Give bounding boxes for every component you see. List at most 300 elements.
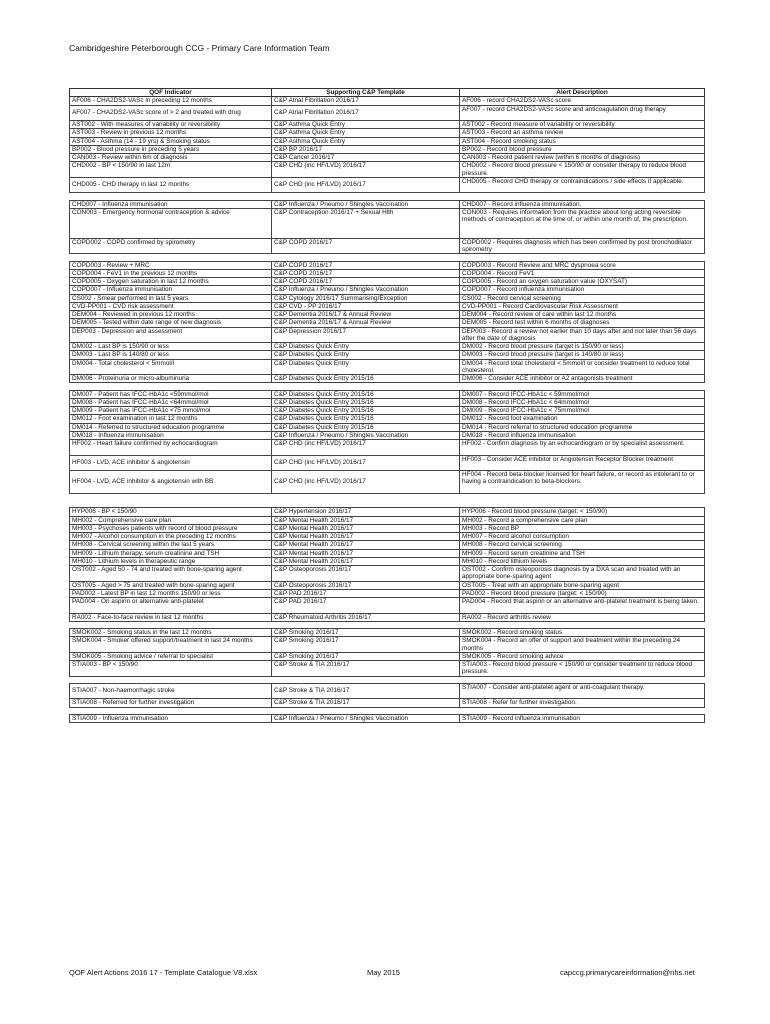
indicator-cell [70,311,272,319]
indicator-cell-text: BP002 - Blood pressure in preceding 5 years [72,145,200,153]
table-row [70,145,705,153]
indicator-cell [70,455,272,471]
alert-cell-text: STIA003 - Record blood pressure < 150/90 or consider treatment to reduce blood pressure. [462,661,693,676]
template-cell [272,375,460,383]
alert-cell-text: CON003 - Requires information from the practice about long acting reversible methods of contraception at the time of, or within one month of, the prescription. [462,208,688,223]
template-cell [272,294,460,302]
alert-cell [460,440,705,456]
table-row [70,375,705,383]
template-cell [272,683,460,699]
indicator-cell [70,541,272,549]
indicator-cell [70,566,272,582]
indicator-cell [70,238,272,254]
table-row [70,661,705,677]
template-cell [272,351,460,359]
alert-cell-text: CHD007 - Record influenza immunisation. [462,200,582,208]
indicator-cell [70,407,272,415]
template-cell-text: C&P Mental Health 2016/17 [274,516,354,524]
spacer-cell [460,707,705,714]
template-cell [272,162,460,178]
template-cell [272,407,460,415]
indicator-cell [70,327,272,343]
alert-cell [460,200,705,208]
template-cell-text: C&P Stroke & TIA 2016/17 [274,699,350,707]
indicator-cell [70,137,272,145]
template-cell [272,557,460,565]
template-cell-text: C&P Smoking 2016/17 [274,629,339,636]
spacer-cell [460,676,705,683]
table-row [70,516,705,524]
indicator-cell [70,97,272,105]
table-row [70,238,705,254]
template-cell [272,359,460,375]
table-row [70,121,705,129]
page-header: Cambridgeshire Peterborough CCG - Primary Care Information Team [69,43,330,53]
template-cell [272,431,460,439]
indicator-cell-text: SMOK005 - Smoking advice / referral to specialist [72,652,214,660]
spacer-cell [460,254,705,261]
table-row [70,581,705,589]
template-cell-text: C&P Influenza / Pneumo / Shingles Vaccination [274,431,409,439]
template-cell [272,319,460,327]
alert-cell [460,278,705,286]
spacer-cell [70,707,272,714]
indicator-cell [70,629,272,637]
indicator-cell-text: STIA009 - Influenza immunisation [72,714,168,722]
table-row [70,629,705,637]
indicator-cell-text: CAN003 - Review within 6m of diagnosis [72,154,188,161]
alert-cell [460,516,705,524]
footer-email: capccg.primarycareinformation@nhs.net [560,968,695,977]
template-cell [272,455,460,471]
template-cell [272,524,460,532]
indicator-cell-text: MH008 - Cervical screening within the last 5 years [72,541,215,549]
table-row [70,455,705,471]
template-cell [272,508,460,516]
template-cell [272,238,460,254]
indicator-cell-text: MH002 - Comprehensive care plan [72,516,172,524]
template-cell [272,581,460,589]
alert-cell-text: MH002 - Record a comprehensive care plan [462,516,588,524]
alert-cell [460,359,705,375]
template-cell-text: C&P Depression 2016/17 [274,327,347,335]
indicator-cell-text: COPD002 - COPD confirmed by spirometry [72,238,196,246]
table-row [70,415,705,423]
table-row [70,286,705,294]
indicator-cell [70,415,272,423]
template-cell [272,516,460,524]
template-cell-text: C&P CHD (inc HF/LVD) 2016/17 [274,440,366,447]
table-row [70,598,705,614]
indicator-cell-text: STIA007 - Non-haemorrhagic stroke [72,687,175,695]
indicator-cell [70,598,272,614]
template-cell-text: C&P Influenza / Pneumo / Shingles Vaccination [274,714,409,722]
indicator-cell-text: DEP003 - Depression and assessment [72,327,183,335]
indicator-cell [70,294,272,302]
indicator-cell-text: AST002 - With measures of variability or reversibility [72,121,221,128]
table-row [70,652,705,660]
indicator-cell [70,286,272,294]
indicator-cell [70,390,272,398]
alert-cell [460,238,705,254]
table-row [70,683,705,699]
table-row [70,105,705,121]
alert-cell-text: CHD002 - Record blood pressure < 150/90 or consider therapy to reduce blood pressure. [462,162,686,177]
spacer-row [70,493,705,508]
indicator-cell-text: RA002 - Face-to-face review in last 12 months [72,613,204,621]
indicator-cell [70,162,272,178]
spacer-row [70,676,705,683]
template-cell-text: C&P CHD (inc HF/LVD) 2016/17 [274,459,366,467]
alert-cell [460,327,705,343]
template-cell [272,278,460,286]
alert-cell [460,652,705,660]
template-cell [272,533,460,541]
alert-cell [460,415,705,423]
indicator-cell-text: AF006 - CHA2DS2-VASc in preceding 12 months [72,97,212,105]
template-cell-text: C&P Influenza / Pneumo / Shingles Vaccination [274,200,409,208]
alert-cell [460,302,705,310]
alert-cell-text: DM003 - Record blood pressure (target is 140/80 or less) [462,351,624,359]
indicator-cell [70,278,272,286]
template-cell [272,177,460,193]
alert-cell-text: MH008 - Record cervical screening [462,541,562,549]
template-cell-text: C&P Diabetes Quick Entry 2015/16 [274,375,374,382]
indicator-cell [70,302,272,310]
spacer-cell [70,493,272,508]
indicator-cell [70,319,272,327]
table-row [70,278,705,286]
table-row [70,557,705,565]
table-row [70,589,705,597]
template-cell [272,97,460,105]
indicator-cell [70,637,272,653]
template-cell-text: C&P Mental Health 2016/17 [274,549,354,557]
template-cell-text: C&P Diabetes Quick Entry 2015/16 [274,398,374,406]
indicator-cell-text: CHD005 - CHD therapy in last 12 months [72,181,190,189]
table-row [70,208,705,238]
spacer-row [70,621,705,628]
alert-cell [460,105,705,121]
spacer-cell [272,676,460,683]
indicator-cell [70,652,272,660]
table-row [70,508,705,516]
alert-cell-text: AF007 - record CHA2DS2-VASc score and anticoagulation drug therapy [462,105,666,113]
alert-cell-text: RA002 - Record arthritis review [462,613,551,621]
template-cell [272,145,460,153]
indicator-cell-text: MH007 - Alcohol consumption in the preceding 12 months [72,533,236,540]
column-header-alert: Alert Description [460,89,705,97]
alert-cell-text: OST005 - Treat with an appropriate bone-sparing agent [462,581,620,589]
template-cell [272,200,460,208]
table-row [70,431,705,439]
indicator-cell [70,375,272,383]
template-cell [272,129,460,137]
alert-cell [460,508,705,516]
table-row [70,269,705,277]
table-row [70,637,705,653]
table-body [70,97,705,723]
template-cell [272,440,460,456]
alert-cell-text: DM007 - Record IFCC-HbA1c < 59mmol/mol [462,390,589,398]
alert-cell-text: SMOK005 - Record smoking advice [462,652,564,660]
template-cell-text: C&P Cytology 2016/17 Summarising/Exception [274,294,408,302]
template-cell-text: C&P Diabetes Quick Entry 2015/16 [274,423,374,431]
indicator-cell [70,714,272,722]
indicator-cell-text: PAD004 - On aspirin or alternative anti-platelet [72,598,204,605]
template-cell-text: C&P Diabetes Quick Entry [274,343,349,350]
template-cell-text: C&P Smoking 2016/17 [274,652,339,660]
table-row [70,343,705,351]
template-cell-text: C&P Diabetes Quick Entry 2015/16 [274,407,374,414]
indicator-cell-text: OST005 - Aged > 75 and treated with bone-sparing agent [72,581,235,589]
indicator-cell [70,208,272,238]
table-row [70,549,705,557]
template-cell [272,699,460,707]
template-cell [272,398,460,406]
template-cell [272,598,460,614]
template-cell-text: C&P Dementia 2016/17 & Annual Review [274,311,392,318]
table-row [70,200,705,208]
spacer-row [70,193,705,200]
template-cell-text: C&P Mental Health 2016/17 [274,533,354,540]
template-cell-text: C&P Osteoporosis 2016/17 [274,566,352,573]
indicator-cell-text: COPD004 - FeV1 in the previous 12 months [72,269,198,277]
indicator-cell [70,471,272,494]
qof-alert-table [69,88,705,723]
table-row [70,261,705,269]
indicator-cell [70,177,272,193]
alert-cell [460,524,705,532]
indicator-cell [70,431,272,439]
table-row [70,541,705,549]
alert-cell [460,589,705,597]
alert-cell-text: BP002 - Record blood pressure [462,145,552,153]
alert-cell [460,121,705,129]
spacer-cell [70,254,272,261]
footer-date: May 2015 [367,968,400,977]
indicator-cell-text: HYP006 - BP < 150/90 [72,508,137,516]
indicator-cell-text: CHD007 - Influenza immunisation [72,200,168,208]
indicator-cell-text: DM004 - Total cholesterol < 5mmol/l [72,359,174,367]
indicator-cell-text: COPD003 - Review + MRC [72,261,150,269]
indicator-cell-text: DM006 - Proteinuria or micro-albuminuria [72,375,190,382]
template-cell-text: C&P Stroke & TIA 2016/17 [274,661,350,668]
alert-cell [460,613,705,621]
template-cell-text: C&P Asthma Quick Entry [274,137,345,145]
template-cell [272,549,460,557]
alert-cell [460,208,705,238]
alert-cell [460,294,705,302]
template-cell [272,269,460,277]
template-cell [272,566,460,582]
indicator-cell [70,398,272,406]
alert-cell-text: HYP006 - Record blood pressure (target: < 150/90) [462,508,608,516]
alert-cell-text: DM009 - Record IFCC-HbA1c < 75mmol/mol [462,407,589,414]
table-row [70,97,705,105]
alert-cell [460,598,705,614]
alert-cell-text: AF006 - record CHA2DS2-VASc score [462,97,571,105]
template-cell-text: C&P Mental Health 2016/17 [274,557,354,565]
template-cell-text: C&P Hypertension 2016/17 [274,508,352,516]
indicator-cell [70,261,272,269]
alert-cell-text: AST004 - Record smoking status [462,137,556,145]
spacer-row [70,254,705,261]
indicator-cell-text: PAD002 - Latest BP in last 12 months 150/90 or less [72,589,221,597]
template-cell-text: C&P Contraception 2016/17 + Sexual Hlth [274,208,394,216]
template-cell-text: C&P PAD 2016/17 [274,589,327,597]
spacer-cell [70,193,272,200]
alert-cell-text: CAN003 - Record patient review (within 6 months of diagnosis) [462,154,640,161]
indicator-cell-text: HF003 - LVD, ACE inhibitor & angiotensin [72,459,190,467]
template-cell-text: C&P COPD 2016/17 [274,269,333,277]
alert-cell [460,261,705,269]
template-cell-text: C&P Diabetes Quick Entry 2015/16 [274,390,374,398]
table-row [70,177,705,193]
alert-cell [460,311,705,319]
alert-cell [460,269,705,277]
indicator-cell [70,129,272,137]
alert-cell-text: DM006 - Consider ACE inhibitor or A2 antagonists treatment [462,375,633,382]
alert-cell [460,177,705,193]
alert-cell [460,286,705,294]
indicator-cell-text: DEM004 - Reviewed in previous 12 months [72,311,195,318]
table-row [70,327,705,343]
table-row [70,398,705,406]
template-cell [272,471,460,494]
alert-cell [460,533,705,541]
indicator-cell-text: SMOK002 - Smoking status in the last 12 months [72,629,212,636]
column-header-template: Supporting C&P Template [272,89,460,97]
table-row [70,294,705,302]
indicator-cell-text: OST002 - Aged 50 - 74 and treated with bone-sparing agent [72,566,242,573]
spacer-cell [70,621,272,628]
table-row [70,440,705,456]
spacer-cell [70,676,272,683]
indicator-cell [70,269,272,277]
alert-cell-text: CVD-PP001 - Record Cardiovascular Risk Assessment [462,302,618,310]
alert-cell [460,145,705,153]
indicator-cell-text: CON003 - Emergency hormonal contraception & advice [72,208,230,216]
alert-cell-text: MH007 - Record alcohol consumption [462,533,569,540]
table-row [70,390,705,398]
table-row [70,359,705,375]
table-row [70,129,705,137]
alert-cell [460,661,705,677]
alert-cell-text: OST002 - Confirm osteoporosis diagnosis by a DXA scan and treated with an appropriate bone-sparing agent [462,566,681,581]
indicator-cell-text: COPD005 - Oxygen saturation in last 12 months [72,278,209,285]
indicator-cell-text: AST003 - Review in previous 12 months [72,129,187,137]
template-cell-text: C&P Diabetes Quick Entry [274,351,349,359]
table-row [70,319,705,327]
alert-cell-text: DM008 - Record IFCC-HbA1c < 64mmol/mol [462,398,589,406]
spacer-cell [272,621,460,628]
table-header-row [70,89,705,97]
indicator-cell [70,516,272,524]
template-cell-text: C&P Influenza / Pneumo / Shingles Vaccination [274,286,409,294]
table-row [70,351,705,359]
indicator-cell-text: HF002 - Heart failure confirmed by echocardiogram [72,440,218,447]
table-row [70,154,705,162]
template-cell-text: C&P Dementia 2016/17 & Annual Review [274,319,392,327]
footer-filename: QOF Alert Actions 2016 17 - Template Catalogue V8.xlsx [69,968,258,977]
template-cell-text: C&P Smoking 2016/17 [274,637,339,645]
table-row [70,137,705,145]
indicator-cell-text: DEM005 - Tested within date range of new diagnosis [72,319,222,327]
indicator-cell [70,557,272,565]
template-cell-text: C&P BP 2016/17 [274,145,323,153]
alert-cell [460,398,705,406]
alert-cell [460,549,705,557]
alert-cell [460,129,705,137]
table-row [70,533,705,541]
table-row [70,302,705,310]
indicator-cell [70,359,272,375]
template-cell-text: C&P Asthma Quick Entry [274,121,345,128]
spacer-row [70,707,705,714]
template-cell [272,714,460,722]
spacer-cell [272,707,460,714]
alert-cell-text: COPD003 - Record Review and MRC dyspnoea score [462,261,616,269]
template-cell-text: C&P CHD (inc HF/LVD) 2016/17 [274,181,366,189]
alert-cell [460,683,705,699]
alert-cell-text: COPD002 - Requires diagnosis which has been confirmed by post bronchodilator spirometry [462,238,692,253]
alert-cell-text: DM004 - Record total cholesterol < 5mmol/l or consider treatment to reduce total cholesterol. [462,359,690,374]
table-row [70,524,705,532]
indicator-cell [70,524,272,532]
template-cell-text: C&P COPD 2016/17 [274,238,333,246]
template-cell [272,208,460,238]
template-cell [272,121,460,129]
alert-cell [460,431,705,439]
spacer-cell [460,493,705,508]
template-cell-text: C&P Cancer 2016/17 [274,154,335,161]
template-cell-text: C&P Diabetes Quick Entry [274,359,349,367]
indicator-cell [70,549,272,557]
alert-cell-text: COPD004 - Record FeV1 [462,269,535,277]
template-cell [272,415,460,423]
alert-cell [460,97,705,105]
alert-cell-text: PAD002 - Record blood pressure (target: < 150/90) [462,589,607,597]
template-cell [272,105,460,121]
template-cell-text: C&P Osteoporosis 2016/17 [274,581,352,589]
table-row [70,566,705,582]
alert-cell-text: HF002 - Confirm diagnosis by an echocardiogram or by specialist assessment. [462,440,685,447]
spacer-row [70,383,705,390]
indicator-cell-text: AF007 - CHA2DS2-VASc score of > 2 and treated with drug [72,109,241,117]
indicator-cell-text: CHD002 - BP < 150/90 in last 12m [72,162,171,170]
template-cell-text: C&P COPD 2016/17 [274,278,333,285]
indicator-cell-text: DM014 - Referred to structured education programme [72,423,225,431]
template-cell [272,629,460,637]
template-cell-text: C&P COPD 2016/17 [274,261,333,269]
template-cell [272,613,460,621]
table-row [70,613,705,621]
alert-cell-text: COPD007 - Record influenza immunisation [462,286,585,294]
template-cell-text: C&P Atrial Fibrillation 2016/17 [274,109,359,117]
alert-cell [460,423,705,431]
indicator-cell-text: DM007 - Patient has IFCC-HbA1c <59mmol/mol [72,390,209,398]
table-row [70,423,705,431]
alert-cell [460,455,705,471]
indicator-cell-text: MH009 - Lithium therapy, serum creatinine and TSH [72,549,220,557]
alert-cell-text: CS002 - Record cervical screening [462,294,561,302]
indicator-cell [70,154,272,162]
indicator-cell [70,589,272,597]
alert-cell-text: HF003 - Consider ACE inhibitor or Angiotensin Receptor Blocker treatment [462,455,673,463]
template-cell-text: C&P CHD (inc HF/LVD) 2016/17 [274,162,366,170]
template-cell [272,137,460,145]
